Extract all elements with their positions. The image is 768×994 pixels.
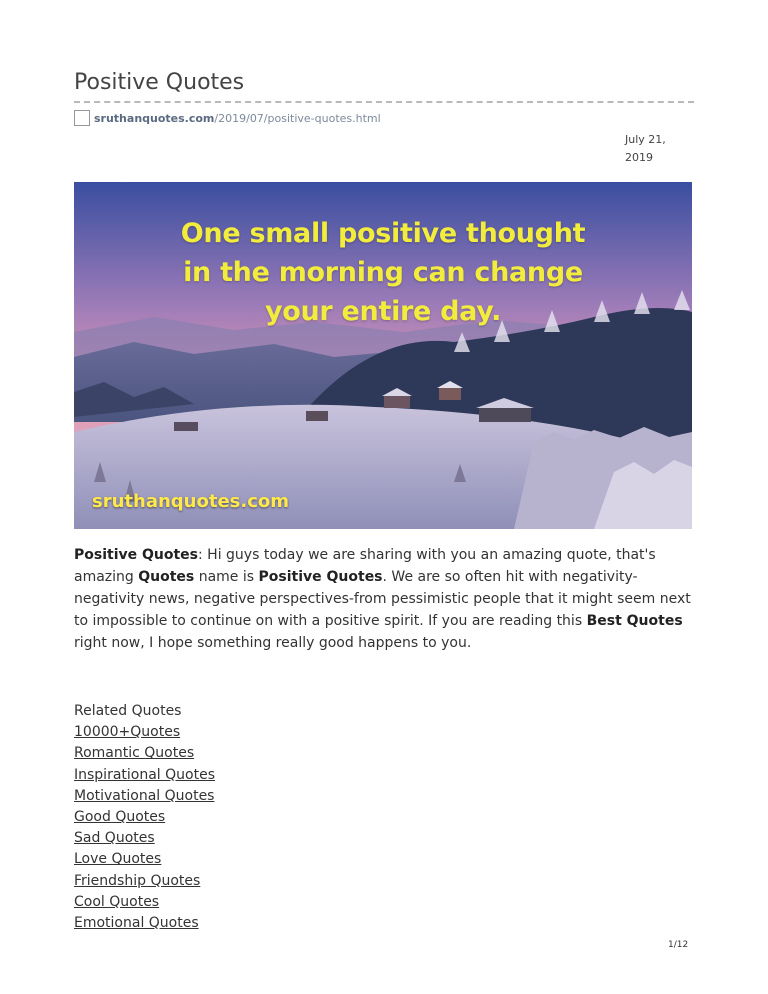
related-link[interactable]: Love Quotes	[74, 851, 162, 868]
source-domain[interactable]: sruthanquotes.com	[94, 111, 215, 125]
intro-bold: Best Quotes	[586, 613, 683, 629]
intro-paragraph	[74, 544, 694, 654]
post-date: July 21, 2019	[625, 133, 666, 164]
intro-bold: Positive Quotes	[258, 569, 383, 585]
related-link[interactable]: Emotional Quotes	[74, 915, 199, 932]
related-link[interactable]: 10000+Quotes	[74, 724, 181, 741]
hero-quote-line: your entire day.	[264, 296, 502, 327]
related-link[interactable]: Romantic Quotes	[74, 745, 195, 762]
favicon-icon	[74, 110, 90, 126]
intro-text: name is	[194, 569, 259, 585]
related-link[interactable]: Inspirational Quotes	[74, 766, 215, 783]
related-link[interactable]: Cool Quotes	[74, 893, 160, 910]
intro-text: . We are so often hit with negativity- negativity news, negative perspectives-from pessimistic people that it might seem next to impossible to continue on with a positive spirit. If you are reading this	[74, 569, 691, 629]
page-number: 1/12	[668, 940, 689, 950]
intro-text: : Hi guys today we are sharing with you an amazing quote, that's amazing	[74, 547, 656, 585]
related-link[interactable]: Friendship Quotes	[74, 872, 201, 889]
source-url[interactable]	[74, 108, 381, 128]
page-title: Positive Quotes	[74, 70, 245, 95]
hero-quote-line: in the morning can change	[183, 257, 583, 288]
related-link[interactable]: Motivational Quotes	[74, 787, 215, 804]
hero-quote-line: One small positive thought	[180, 218, 586, 249]
related-quotes	[74, 701, 474, 934]
related-link[interactable]: Good Quotes	[74, 809, 166, 826]
related-heading: Related Quotes	[74, 703, 182, 719]
title-divider	[74, 101, 694, 103]
hero-image	[74, 182, 692, 529]
hero-quote	[74, 214, 692, 331]
hero-watermark: sruthanquotes.com	[92, 491, 290, 512]
intro-bold: Positive Quotes	[74, 547, 199, 563]
intro-text: right now, I hope something really good happens to you.	[74, 635, 472, 651]
source-path[interactable]: /2019/07/positive-quotes.html	[214, 111, 381, 125]
related-link[interactable]: Sad Quotes	[74, 830, 155, 847]
intro-bold: Quotes	[138, 569, 195, 585]
